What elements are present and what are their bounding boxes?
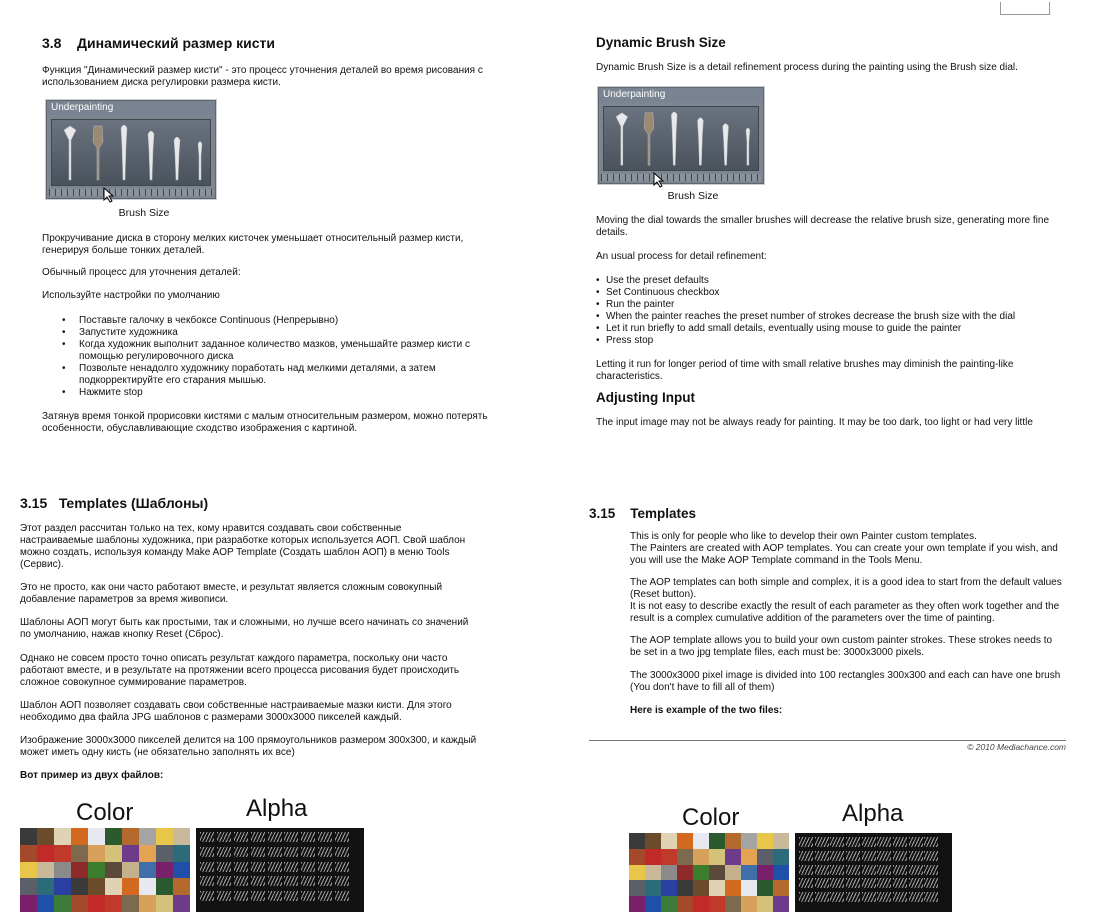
template-swatch bbox=[645, 896, 661, 912]
brush-stroke bbox=[234, 832, 248, 842]
adjusting-input-text: The input image may not be always ready for painting. It may be too dark, too light or had very little bbox=[596, 417, 1033, 428]
template-swatch bbox=[54, 828, 71, 845]
brush-stroke bbox=[335, 847, 349, 857]
template-swatch bbox=[741, 833, 757, 849]
ru-p1: Прокручивание диска в сторону мелких кисточек уменьшает относительный размер кисти, генерируя больше тонких деталей. bbox=[42, 233, 464, 256]
ru315-p5: Шаблон АОП позволяет создавать свои собственные настраиваемые мазки кисти. Для этого необходимо два файла JPG шаблонов с размерами 3000x3000 пикселей каждый. bbox=[20, 700, 452, 723]
brush-stroke bbox=[200, 832, 214, 842]
template-swatch bbox=[37, 878, 54, 895]
template-swatch bbox=[139, 845, 156, 862]
brush-stroke bbox=[909, 878, 923, 888]
template-swatch bbox=[105, 862, 122, 879]
template-swatch bbox=[122, 895, 139, 912]
brush-stroke bbox=[200, 847, 214, 857]
ru315-p1: Этот раздел рассчитан только на тех, кому нравится создавать свои собственные настраиваемые шаблоны художника, при разработке которых используется АОП. Свой шаблон можно создать, используя команду Make AOP Template (Создать шаблон АОП) в меню Tools (Сервис). bbox=[20, 523, 466, 570]
template-swatch bbox=[71, 895, 88, 912]
brush-stroke bbox=[268, 862, 282, 872]
en-intro: Dynamic Brush Size is a detail refinement process during the painting using the Brush size dial. bbox=[596, 62, 1018, 73]
brush-stroke bbox=[799, 878, 813, 888]
brush-stroke bbox=[284, 891, 298, 901]
template-swatch bbox=[661, 849, 677, 865]
template-swatch bbox=[693, 849, 709, 865]
template-swatch bbox=[709, 880, 725, 896]
template-swatch bbox=[725, 896, 741, 912]
brush-stroke bbox=[877, 878, 891, 888]
template-swatch bbox=[709, 865, 725, 881]
list-item: • When the painter reaches the preset number of strokes decrease the brush size with the dial bbox=[596, 311, 1066, 323]
brush-stroke bbox=[217, 862, 231, 872]
color-label-ru: Color bbox=[76, 799, 134, 826]
template-swatch bbox=[693, 833, 709, 849]
template-swatch bbox=[122, 828, 139, 845]
template-swatch bbox=[122, 862, 139, 879]
brush-stroke bbox=[234, 862, 248, 872]
template-swatch bbox=[661, 880, 677, 896]
template-swatch bbox=[629, 865, 645, 881]
adjusting-input-heading: Adjusting Input bbox=[596, 390, 695, 405]
template-swatch bbox=[20, 878, 37, 895]
template-swatch bbox=[629, 849, 645, 865]
brush-stroke bbox=[284, 876, 298, 886]
template-swatch bbox=[661, 865, 677, 881]
template-swatch bbox=[645, 880, 661, 896]
en315-p1b: The Painters are created with AOP templates. You can create your own template if you wish, and you will use the Make AOP Template command in the Tools Menu. bbox=[630, 543, 1058, 566]
brush-stroke bbox=[268, 891, 282, 901]
brush-stroke bbox=[268, 832, 282, 842]
brush-stroke bbox=[217, 847, 231, 857]
template-swatch bbox=[139, 828, 156, 845]
brush-stroke bbox=[909, 851, 923, 861]
en315-p2b: It is not easy to describe exactly the result of each parameter as they often work together and the result is a complex cumulative addition of the parameters over the time of painting. bbox=[630, 601, 1060, 624]
brush-stroke bbox=[799, 892, 813, 902]
template-swatch bbox=[757, 833, 773, 849]
en-bullets bbox=[596, 275, 1066, 347]
section-title: Templates (Шаблоны) bbox=[58, 495, 209, 511]
template-swatch bbox=[677, 880, 693, 896]
brush-icons bbox=[604, 107, 758, 171]
brush-icons bbox=[52, 120, 210, 186]
en315-p2: The AOP templates can both simple and complex, it is a good idea to start from the default values (Reset button). bbox=[630, 577, 1062, 600]
brush-stroke bbox=[268, 876, 282, 886]
template-swatch bbox=[741, 896, 757, 912]
alpha-template-image bbox=[795, 833, 952, 912]
brush-stroke bbox=[284, 862, 298, 872]
brush-stroke bbox=[217, 891, 231, 901]
page-corner-mark bbox=[1000, 2, 1050, 15]
template-swatch bbox=[173, 828, 190, 845]
brush-stroke bbox=[830, 865, 844, 875]
template-swatch bbox=[693, 880, 709, 896]
brush-stroke bbox=[301, 876, 315, 886]
template-swatch bbox=[173, 878, 190, 895]
brush-stroke bbox=[234, 876, 248, 886]
brush-stroke bbox=[217, 876, 231, 886]
template-swatch bbox=[122, 878, 139, 895]
template-swatch bbox=[88, 895, 105, 912]
section-3-15-heading-ru bbox=[20, 495, 208, 511]
ru315-p6: Изображение 3000x3000 пикселей делится на 100 прямоугольников размером 300x300, и каждый может иметь одну кисть (не обязательно заполнять их все) bbox=[20, 735, 477, 758]
dbs-heading: Dynamic Brush Size bbox=[596, 35, 726, 50]
ru315-p2: Это не просто, как они часто работают вместе, и результат является сложным совокупный добавление параметров за время живописи. bbox=[20, 582, 443, 605]
ru-bullets bbox=[42, 315, 512, 399]
list-item: • Set Continuous checkbox bbox=[596, 287, 1066, 299]
brush-stroke bbox=[318, 832, 332, 842]
brush-stroke bbox=[830, 837, 844, 847]
mouse-cursor-icon bbox=[103, 187, 115, 203]
brush-stroke bbox=[815, 892, 829, 902]
section-title: Динамический размер кисти bbox=[77, 35, 276, 51]
underpainting-panel-en bbox=[598, 87, 764, 184]
brush-size-caption-en: Brush Size bbox=[667, 190, 719, 202]
brush-stroke bbox=[815, 865, 829, 875]
brush-stroke bbox=[924, 865, 938, 875]
template-swatch bbox=[88, 878, 105, 895]
template-swatch bbox=[20, 845, 37, 862]
brush-stroke bbox=[200, 891, 214, 901]
brush-stroke bbox=[877, 837, 891, 847]
brush-stroke bbox=[251, 891, 265, 901]
template-swatch bbox=[629, 896, 645, 912]
brush-stroke bbox=[301, 847, 315, 857]
template-swatch bbox=[773, 880, 789, 896]
color-label-en: Color bbox=[682, 804, 740, 831]
template-swatch bbox=[20, 828, 37, 845]
brush-stroke bbox=[284, 832, 298, 842]
template-swatch bbox=[37, 862, 54, 879]
section-number: 3.8 bbox=[42, 35, 62, 51]
footer-rule bbox=[589, 740, 1066, 741]
template-swatch bbox=[156, 862, 173, 879]
brush-stroke bbox=[862, 878, 876, 888]
brush-stroke bbox=[335, 876, 349, 886]
template-swatch bbox=[693, 896, 709, 912]
brush-size-caption-ru: Brush Size bbox=[118, 207, 170, 219]
template-swatch bbox=[173, 862, 190, 879]
brush-stroke bbox=[846, 851, 860, 861]
brush-stroke bbox=[251, 862, 265, 872]
template-swatch bbox=[139, 862, 156, 879]
panel-title: Underpainting bbox=[599, 88, 763, 102]
template-swatch bbox=[677, 896, 693, 912]
template-swatch bbox=[661, 833, 677, 849]
template-swatch bbox=[88, 845, 105, 862]
brush-stroke bbox=[301, 891, 315, 901]
brush-stroke bbox=[318, 891, 332, 901]
template-swatch bbox=[677, 849, 693, 865]
section-title: Templates bbox=[630, 506, 697, 521]
template-swatch bbox=[37, 845, 54, 862]
alpha-label-en: Alpha bbox=[842, 800, 904, 827]
ru315-p3: Шаблоны АОП могут быть как простыми, так и сложными, но лучше всего начинать со значений по умолчанию, нажав кнопку Reset (Сброс). bbox=[20, 617, 469, 640]
brush-stroke bbox=[200, 876, 214, 886]
brush-well bbox=[51, 119, 211, 186]
template-swatch bbox=[71, 845, 88, 862]
alpha-template-image bbox=[196, 828, 364, 912]
brush-stroke bbox=[924, 892, 938, 902]
template-swatch bbox=[677, 833, 693, 849]
template-swatch bbox=[629, 833, 645, 849]
brush-stroke bbox=[877, 851, 891, 861]
template-swatch bbox=[20, 862, 37, 879]
en-p3: Letting it run for longer period of time with small relative brushes may diminish the painting-like characteristics. bbox=[596, 359, 1014, 382]
template-swatch bbox=[741, 865, 757, 881]
brush-stroke bbox=[301, 832, 315, 842]
template-swatch bbox=[709, 896, 725, 912]
template-swatch bbox=[105, 845, 122, 862]
template-swatch bbox=[773, 849, 789, 865]
brush-stroke bbox=[217, 832, 231, 842]
template-swatch bbox=[773, 865, 789, 881]
template-swatch bbox=[20, 895, 37, 912]
en315-p1: This is only for people who like to develop their own Painter custom templates. bbox=[630, 531, 977, 542]
template-swatch bbox=[156, 878, 173, 895]
brush-stroke bbox=[318, 862, 332, 872]
brush-stroke bbox=[284, 847, 298, 857]
brush-stroke bbox=[830, 878, 844, 888]
brush-stroke bbox=[893, 878, 907, 888]
template-swatch bbox=[139, 895, 156, 912]
template-swatch bbox=[173, 895, 190, 912]
list-item: • Позвольте ненадолго художнику поработать над мелкими деталями, а затем подкорректируйте его старания мышью. bbox=[42, 363, 512, 387]
brush-stroke bbox=[893, 837, 907, 847]
ru-p3: Используйте настройки по умолчанию bbox=[42, 290, 220, 301]
brush-stroke bbox=[335, 891, 349, 901]
color-template-image bbox=[20, 828, 190, 912]
template-swatch bbox=[139, 878, 156, 895]
en315-p3: The AOP template allows you to build your own custom painter strokes. These strokes needs to be set in a two jpg template files, each must be: 3000x3000 pixels. bbox=[630, 635, 1053, 658]
brush-stroke bbox=[830, 892, 844, 902]
template-swatch bbox=[677, 865, 693, 881]
brush-stroke bbox=[909, 892, 923, 902]
template-swatch bbox=[156, 845, 173, 862]
template-swatch bbox=[645, 865, 661, 881]
template-swatch bbox=[156, 895, 173, 912]
brush-stroke bbox=[862, 851, 876, 861]
brush-stroke bbox=[799, 865, 813, 875]
list-item: • Когда художник выполнит заданное количество мазков, уменьшайте размер кисти с помощью регулировочного диска bbox=[42, 339, 512, 363]
brush-stroke bbox=[200, 862, 214, 872]
brush-stroke bbox=[862, 865, 876, 875]
template-swatch bbox=[645, 833, 661, 849]
section-number: 3.15 bbox=[20, 495, 48, 511]
brush-stroke bbox=[799, 837, 813, 847]
template-swatch bbox=[173, 845, 190, 862]
template-swatch bbox=[725, 833, 741, 849]
template-swatch bbox=[693, 865, 709, 881]
brush-stroke bbox=[862, 837, 876, 847]
list-item: • Запустите художника bbox=[42, 327, 512, 339]
brush-stroke bbox=[893, 865, 907, 875]
template-swatch bbox=[741, 880, 757, 896]
template-swatch bbox=[54, 895, 71, 912]
template-swatch bbox=[629, 880, 645, 896]
template-swatch bbox=[757, 849, 773, 865]
copyright-footer: © 2010 Mediachance.com bbox=[967, 742, 1066, 752]
brush-stroke bbox=[234, 891, 248, 901]
template-swatch bbox=[645, 849, 661, 865]
list-item: • Поставьте галочку в чекбоксе Continuous (Непрерывно) bbox=[42, 315, 512, 327]
section-3-15-heading-en bbox=[589, 506, 696, 521]
brush-stroke bbox=[924, 851, 938, 861]
template-swatch bbox=[741, 849, 757, 865]
template-swatch bbox=[773, 896, 789, 912]
brush-well bbox=[603, 106, 759, 171]
brush-stroke bbox=[251, 832, 265, 842]
template-swatch bbox=[661, 896, 677, 912]
en315-p4: The 3000x3000 pixel image is divided into 100 rectangles 300x300 and each can have one brush (You don't have to fill all of them) bbox=[630, 670, 1061, 693]
brush-stroke bbox=[877, 865, 891, 875]
en315-p5: Here is example of the two files: bbox=[630, 705, 783, 716]
en-p1: Moving the dial towards the smaller brushes will decrease the relative brush size, generating more fine details. bbox=[596, 215, 1050, 238]
brush-stroke bbox=[815, 851, 829, 861]
brush-stroke bbox=[877, 892, 891, 902]
brush-stroke bbox=[909, 837, 923, 847]
template-swatch bbox=[105, 828, 122, 845]
template-swatch bbox=[88, 862, 105, 879]
brush-stroke bbox=[799, 851, 813, 861]
brush-stroke bbox=[893, 892, 907, 902]
ru-p4: Затянув время тонкой прорисовки кистями с малым относительным размером, можно потерять особенности, обуславливающие сходство изображения с картиной. bbox=[42, 411, 488, 434]
template-swatch bbox=[71, 862, 88, 879]
brush-stroke bbox=[251, 876, 265, 886]
template-swatch bbox=[757, 880, 773, 896]
template-swatch bbox=[725, 880, 741, 896]
brush-stroke bbox=[335, 832, 349, 842]
brush-stroke bbox=[924, 878, 938, 888]
template-swatch bbox=[54, 878, 71, 895]
brush-stroke bbox=[234, 847, 248, 857]
brush-stroke bbox=[335, 862, 349, 872]
template-swatch bbox=[757, 865, 773, 881]
panel-title: Underpainting bbox=[47, 101, 215, 115]
template-swatch bbox=[709, 849, 725, 865]
template-swatch bbox=[773, 833, 789, 849]
template-swatch bbox=[757, 896, 773, 912]
brush-stroke bbox=[318, 847, 332, 857]
template-swatch bbox=[54, 862, 71, 879]
color-template-image bbox=[629, 833, 789, 912]
ru315-p4: Однако не совсем просто точно описать результат каждого параметра, поскольку они часто работают вместе, и в результате на протяжении всего процесса рисования будет происходить сложное совокупное суммирование параметров. bbox=[20, 653, 460, 688]
section-number: 3.15 bbox=[589, 506, 616, 521]
section-3-8-heading bbox=[42, 35, 275, 51]
template-swatch bbox=[71, 828, 88, 845]
brush-stroke bbox=[846, 892, 860, 902]
list-item: • Нажмите stop bbox=[42, 387, 512, 399]
brush-stroke bbox=[846, 865, 860, 875]
template-swatch bbox=[88, 828, 105, 845]
template-swatch bbox=[105, 878, 122, 895]
template-swatch bbox=[156, 828, 173, 845]
brush-stroke bbox=[815, 837, 829, 847]
template-swatch bbox=[725, 865, 741, 881]
ru-p2: Обычный процесс для уточнения деталей: bbox=[42, 267, 241, 278]
brush-stroke bbox=[830, 851, 844, 861]
list-item: • Let it run briefly to add small details, eventually using mouse to guide the painter bbox=[596, 323, 1066, 335]
underpainting-panel-ru bbox=[46, 100, 216, 199]
brush-stroke bbox=[893, 851, 907, 861]
brush-size-dial[interactable] bbox=[601, 174, 761, 181]
brush-stroke bbox=[846, 837, 860, 847]
brush-stroke bbox=[815, 878, 829, 888]
brush-stroke bbox=[846, 878, 860, 888]
template-swatch bbox=[122, 845, 139, 862]
list-item: • Press stop bbox=[596, 335, 1066, 347]
brush-stroke bbox=[924, 837, 938, 847]
brush-stroke bbox=[251, 847, 265, 857]
intro-ru: Функция "Динамический размер кисти" - это процесс уточнения деталей во время рисования с использованием диска регулировки размера кисти. bbox=[42, 65, 483, 88]
mouse-cursor-icon bbox=[653, 172, 665, 188]
list-item: • Use the preset defaults bbox=[596, 275, 1066, 287]
template-swatch bbox=[54, 845, 71, 862]
alpha-label-ru: Alpha bbox=[246, 795, 308, 822]
template-swatch bbox=[725, 849, 741, 865]
brush-stroke bbox=[268, 847, 282, 857]
ru315-p7: Вот пример из двух файлов: bbox=[20, 770, 164, 781]
template-swatch bbox=[37, 828, 54, 845]
template-swatch bbox=[37, 895, 54, 912]
template-swatch bbox=[105, 895, 122, 912]
brush-stroke bbox=[862, 892, 876, 902]
brush-stroke bbox=[301, 862, 315, 872]
brush-stroke bbox=[909, 865, 923, 875]
template-swatch bbox=[709, 833, 725, 849]
template-swatch bbox=[71, 878, 88, 895]
brush-stroke bbox=[318, 876, 332, 886]
list-item: • Run the painter bbox=[596, 299, 1066, 311]
brush-size-dial[interactable] bbox=[49, 189, 213, 196]
en-p2: An usual process for detail refinement: bbox=[596, 251, 767, 262]
